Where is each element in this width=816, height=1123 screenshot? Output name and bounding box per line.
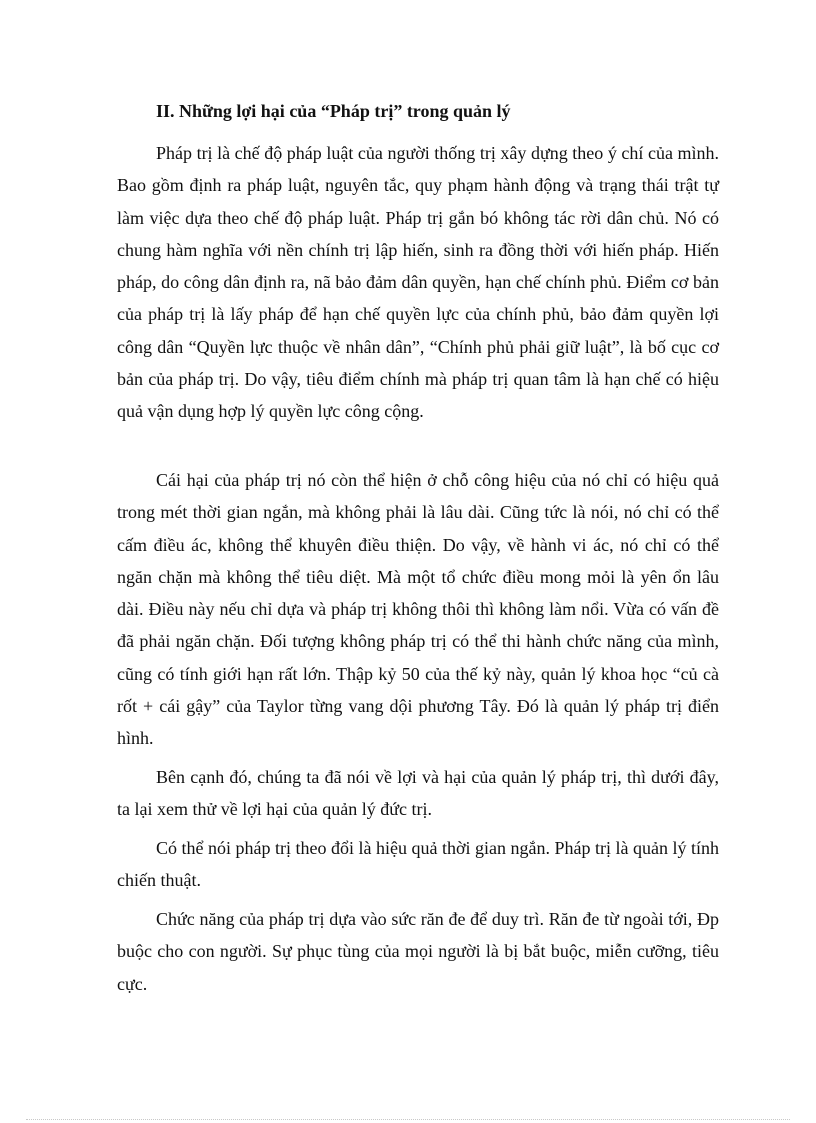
section-heading: II. Những lợi hại của “Pháp trị” trong quản lý <box>156 101 511 121</box>
page-bottom-divider <box>26 1119 790 1120</box>
paragraph-rule-of-law-harm: Cái hại của pháp trị nó còn thể hiện ở chỗ công hiệu của nó chỉ có hiệu quả trong mét thời gian ngắn, mà không phải là lâu dài. Cũng tức là nói, nó chỉ có thể cấm điều ác, không thể khuyên điều thiện. Do vậy, về hành vi ác, nó chỉ có thể ngăn chặn mà không thể tiêu diệt. Mà một tổ chức điều mong mỏi là yên ổn lâu dài. Điều này nếu chỉ dựa và pháp trị không thôi thì không làm nổi. Vừa có vấn đề đã phải ngăn chặn. Đối tượng không pháp trị có thể thi hành chức năng của mình, cũng có tính giới hạn rất lớn. Thập kỷ 50 của thế kỷ này, quản lý khoa học “củ cà rốt + cái gậy” của Taylor từng vang dội phương Tây. Đó là quản lý pháp trị điển hình. <box>117 470 719 749</box>
paragraph-rule-of-law-definition: Pháp trị là chế độ pháp luật của người thống trị xây dựng theo ý chí của mình. Bao gồm định ra pháp luật, nguyên tắc, quy phạm hành động và trạng thái trật tự làm việc dựa theo chế độ pháp luật. Pháp trị gắn bó không tác rời dân chủ. Nó có chung hàm nghĩa với nền chính trị lập hiến, sinh ra đồng thời với hiến pháp. Hiến pháp, do công dân định ra, nã bảo đảm dân quyền, hạn chế chính phủ. Điểm cơ bản của pháp trị là lấy pháp để hạn chế quyền lực của chính phủ, bảo đảm quyền lợi công dân “Quyền lực thuộc về nhân dân”, “Chính phủ phải giữ luật”, là bố cục cơ bản của pháp trị. Do vậy, tiêu điểm chính mà pháp trị quan tâm là hạn chế có hiệu quả vận dụng hợp lý quyền lực công cộng. <box>117 143 719 422</box>
paragraph-transition-to-virtue: Bên cạnh đó, chúng ta đã nói về lợi và hại của quản lý pháp trị, thì dưới đây, ta lại xem thử về lợi hại của quản lý đức trị. <box>117 767 719 820</box>
paragraph-short-term-effect: Có thể nói pháp trị theo đổi là hiệu quả thời gian ngắn. Pháp trị là quản lý tính chiến thuật. <box>117 838 719 891</box>
paragraph-deterrence: Chức năng của pháp trị dựa vào sức răn đe để duy trì. Răn đe từ ngoài tới, Đp buộc cho con người. Sự phục tùng của mọi người là bị bắt buộc, miễn cưỡng, tiêu cực. <box>117 909 719 994</box>
